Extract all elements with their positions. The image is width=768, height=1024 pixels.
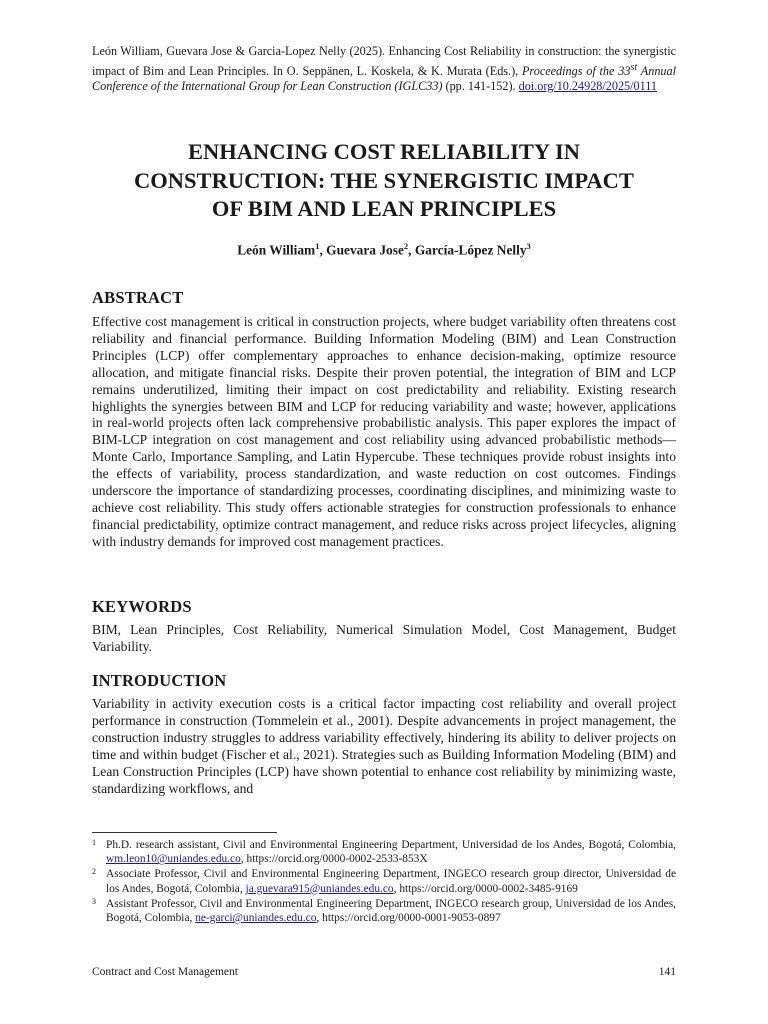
footnote-number: 3	[92, 896, 96, 906]
footer-section: Contract and Cost Management	[92, 966, 238, 978]
abstract-text: Effective cost management is critical in construction projects, where budget variability often threatens cost reliability and financial performance. Building Information Modeling (BIM) and Lean Construction Principles (LCP) offer complementary approaches to enhance decision-making, optimize resource allocation, and mitigate financial risks. Despite their proven potential, the integration of BIM and LCP remains underutilized, limiting their impact on cost predictability and reliability. Existing research highlights the synergies between BIM and LCP for reducing variability and waste; however, applications in real-world projects often lack comprehensive probabilistic analysis. This paper explores the impact of BIM-LCP integration on cost management and cost reliability using advanced probabilistic methods—Monte Carlo, Importance Sampling, and Latin Hypercube. These techniques provide robust insights into the effects of variability, process standardization, and waste reduction on cost outcomes. Findings underscore the importance of standardizing processes, coordinating disciplines, and minimizing waste to achieve cost reliability. This study offers actionable strategies for construction professionals to enhance financial predictability, optimize contract management, and reduce risks across project lifecycles, aligning with industry demands for improved cost management practices.	[92, 314, 676, 549]
footnotes	[92, 838, 676, 926]
citation-proceedings-pre: Proceedings of the 33	[521, 63, 631, 78]
citation-ordinal-suffix: st	[630, 61, 638, 73]
title-line-3: OF BIM AND LEAN PRINCIPLES	[211, 196, 557, 221]
citation-proceedings-post: Annual Conference of the International Group for Lean Construction (IGLC33)	[92, 63, 676, 94]
footnote-3	[92, 897, 676, 925]
footnote-text: Assistant Professor, Civil and Environmental Engineering Department, INGECO research group, Universidad de los Andes, Bogotá, Colombia,	[106, 897, 676, 925]
page-number: 141	[658, 966, 676, 978]
paper-title	[92, 138, 676, 224]
citation-header	[92, 44, 676, 95]
footnote-number: 1	[92, 838, 96, 847]
orcid-text: , https://orcid.org/0000-0002-3485-9169	[393, 882, 578, 895]
introduction-heading: INTRODUCTION	[92, 671, 227, 690]
citation-pages: (pp. 141-152).	[442, 79, 519, 94]
footnote-number: 2	[92, 867, 96, 877]
email-link[interactable]: wm.leon10@uniandes.edu.co	[106, 853, 241, 866]
author-affiliation-marker: 1	[315, 241, 320, 251]
footnote-divider	[92, 832, 277, 833]
doi-link[interactable]: doi.org/10.24928/2025/0111	[518, 79, 658, 94]
abstract-heading: ABSTRACT	[92, 288, 184, 307]
orcid-text: , https://orcid.org/0000-0002-2533-853X	[240, 853, 428, 866]
footnote-1	[92, 838, 676, 866]
author-affiliation-marker: 2	[403, 241, 409, 251]
citation-text: León William, Guevara Jose & Garcia-Lopez Nelly (2025). Enhancing Cost Reliability in construction: the synergistic impact of Bim and Lean Principles. In O. Seppänen, L. Koskela, & K. Murata (Eds.),	[92, 44, 676, 78]
author-name: León William	[237, 242, 316, 258]
title-line-1: ENHANCING COST RELIABILITY IN	[188, 139, 580, 164]
title-line-2: CONSTRUCTION: THE SYNERGISTIC IMPACT	[134, 167, 634, 193]
author-name: García-López Nelly	[414, 242, 527, 258]
introduction-text: Variability in activity execution costs is a critical factor impacting cost reliability and overall project performance in construction (Tommelein et al., 2001). Despite advancements in project management, the construction industry struggles to address variability effectively, hindering its ability to deliver projects on time and within budget (Fischer et al., 2021). Strategies such as Building Information Modeling (BIM) and Lean Construction Principles (LCP) have shown potential to enhance cost reliability by minimizing waste, standardizing workflows, and	[92, 696, 676, 796]
footnote-text: Associate Professor, Civil and Environmental Engineering Department, INGECO research group director, Universidad de los Andes, Bogotá, Colombia,	[106, 868, 676, 895]
page-footer	[92, 966, 676, 978]
author-name: Guevara Jose	[326, 242, 404, 258]
keywords-text: BIM, Lean Principles, Cost Reliability, Numerical Simulation Model, Cost Management, Budget Variability.	[92, 622, 676, 654]
orcid-text: , https://orcid.org/0000-0001-9053-0897	[316, 912, 501, 925]
footnote-2	[92, 867, 676, 895]
author-list: León William$^1$, Guevara Jose$^2$, García-López Nelly$^3$	[237, 241, 531, 258]
email-link[interactable]: ne-garci@uniandes.edu.co	[195, 912, 317, 925]
email-link[interactable]: ja.guevara915@uniandes.edu.co	[245, 882, 394, 895]
keywords-heading: KEYWORDS	[92, 597, 192, 616]
author-affiliation-marker: 3	[526, 241, 531, 251]
footnote-text: Ph.D. research assistant, Civil and Environmental Engineering Department, Universidad de los Andes, Bogotá, Colombia,	[106, 839, 676, 851]
